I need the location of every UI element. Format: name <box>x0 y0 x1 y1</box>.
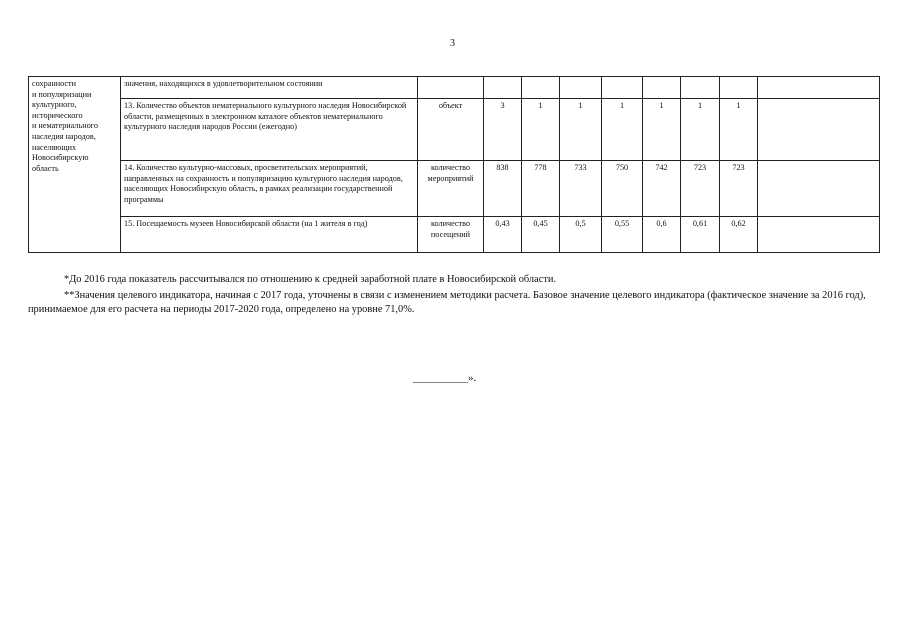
indicators-table <box>28 76 880 253</box>
value-cell: 1 <box>720 99 758 161</box>
value-cell: 1 <box>643 99 681 161</box>
value-cell: 750 <box>602 161 643 217</box>
value-cell: 3 <box>484 99 522 161</box>
value-cell <box>560 77 602 99</box>
value-cell: 723 <box>681 161 720 217</box>
indicator-cell: 15. Посещаемость музеев Новосибирской области (на 1 жителя в год) <box>121 217 418 253</box>
value-cell: 0,55 <box>602 217 643 253</box>
unit-cell: количество мероприятий <box>418 161 484 217</box>
value-cell: 0,62 <box>720 217 758 253</box>
value-cell <box>522 77 560 99</box>
value-cell: 1 <box>560 99 602 161</box>
empty-cell <box>758 217 880 253</box>
unit-cell: объект <box>418 99 484 161</box>
value-cell: 723 <box>720 161 758 217</box>
value-cell: 0,61 <box>681 217 720 253</box>
value-cell: 1 <box>602 99 643 161</box>
value-cell: 733 <box>560 161 602 217</box>
value-cell <box>681 77 720 99</box>
value-cell <box>484 77 522 99</box>
table-row <box>29 99 880 161</box>
value-cell <box>602 77 643 99</box>
indicator-cell: 13. Количество объектов нематериального культурного наследия Новосибирской области, размещенных в электронном каталоге объектов нематериального культурного наследия народов России (ежегодно) <box>121 99 418 161</box>
footnote-2: **Значения целевого индикатора, начиная с 2017 года, уточнены в связи с изменением методики расчета. Базовое значение целевого индикатора (фактическое значение за 2016 год), принимаемое для его расчета на периоды 2017-2020 года, определено на уровне 71,0%. <box>28 290 866 315</box>
value-cell: 0,43 <box>484 217 522 253</box>
value-cell: 838 <box>484 161 522 217</box>
table-row <box>29 77 880 99</box>
page-number: 3 <box>450 38 455 49</box>
section-label: сохранности и популяризации культурного, исторического и нематериального наследия народов, населяющих Новосибирскую область <box>29 77 121 253</box>
value-cell <box>720 77 758 99</box>
value-cell: 0,5 <box>560 217 602 253</box>
table-row <box>29 217 880 253</box>
value-cell <box>643 77 681 99</box>
closing-mark: __________». <box>413 372 477 384</box>
value-cell: 1 <box>681 99 720 161</box>
unit-cell <box>418 77 484 99</box>
value-cell: 0,45 <box>522 217 560 253</box>
indicator-cell: значения, находящихся в удовлетворительном состоянии <box>121 77 418 99</box>
indicator-cell: 14. Количество культурно-массовых, просветительских мероприятий, направленных на сохранность и популяризацию культурного наследия народов, населяющих Новосибирскую область, в рамках реализации государственной программы <box>121 161 418 217</box>
value-cell: 742 <box>643 161 681 217</box>
unit-cell: количество посещений <box>418 217 484 253</box>
empty-cell <box>758 161 880 217</box>
table-row <box>29 161 880 217</box>
value-cell: 0,6 <box>643 217 681 253</box>
value-cell: 1 <box>522 99 560 161</box>
empty-cell <box>758 77 880 99</box>
empty-cell <box>758 99 880 161</box>
value-cell: 778 <box>522 161 560 217</box>
footnote-1: *До 2016 года показатель рассчитывался по отношению к средней заработной плате в Новосибирской области. <box>64 274 557 285</box>
